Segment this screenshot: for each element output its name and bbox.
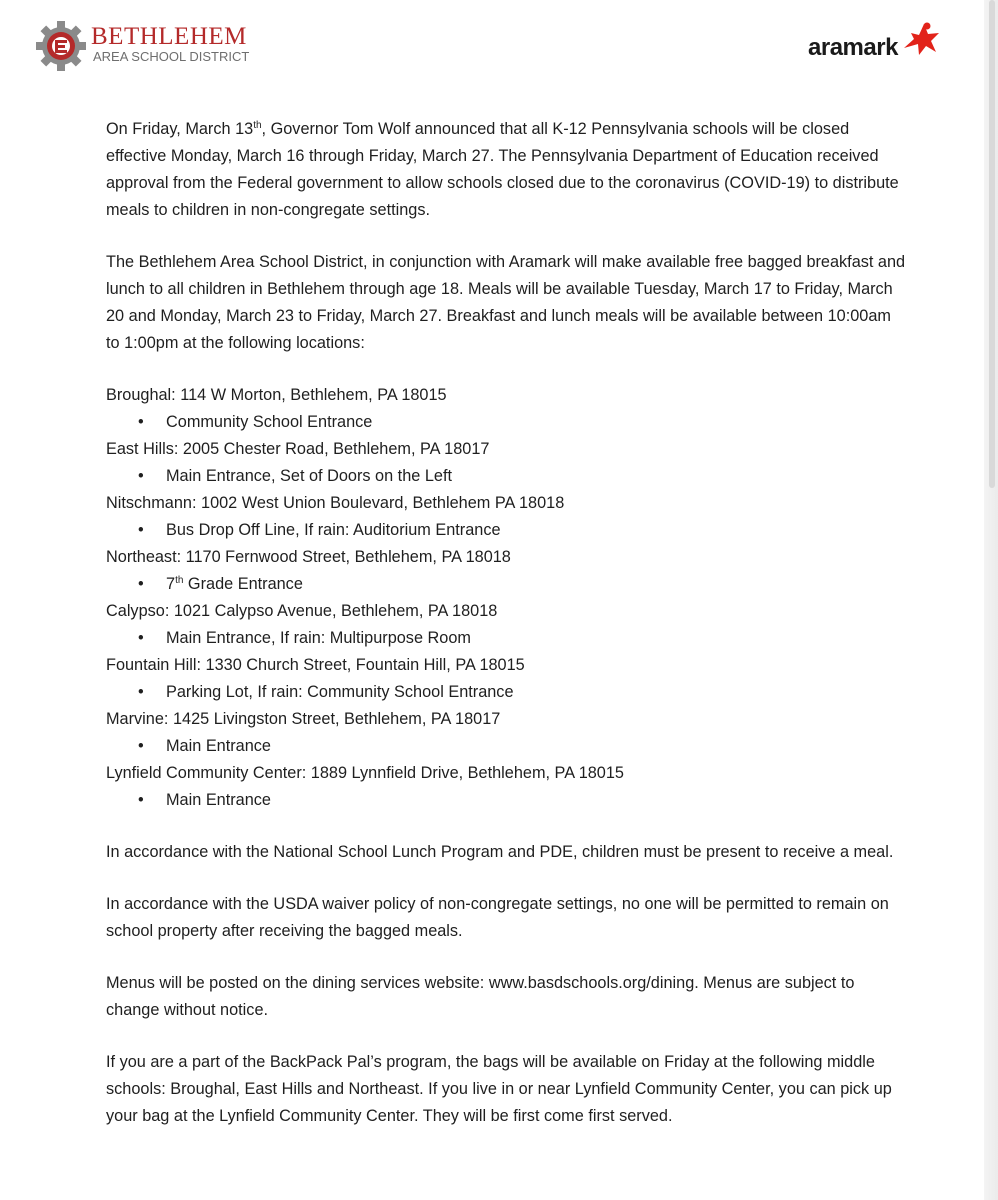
paragraph-menus: Menus will be posted on the dining services website: www.basdschools.org/dining. Menus are subject to change without notice. bbox=[106, 974, 855, 1019]
location-address: Fountain Hill: 1330 Church Street, Fountain Hill, PA 18015 bbox=[106, 656, 525, 674]
scrollbar-track[interactable] bbox=[984, 0, 998, 1200]
bullet-icon: • bbox=[138, 413, 144, 431]
notice-body bbox=[106, 116, 906, 1155]
gear-logo-icon bbox=[35, 20, 87, 72]
location-address: Marvine: 1425 Livingston Street, Bethlehem, PA 18017 bbox=[106, 710, 501, 728]
location-note: • 7th Grade Entrance bbox=[106, 571, 906, 598]
paragraph-closure bbox=[106, 116, 906, 224]
paragraph-meals: The Bethlehem Area School District, in conjunction with Aramark will make available free bagged breakfast and lunch to all children in Bethlehem through age 18. Meals will be available Tuesday, March 17 to Friday, March 20 and Monday, March 23 to Friday, March 27. Breakfast and lunch meals will be available between 10:00am to 1:00pm at the following locations: bbox=[106, 253, 906, 352]
location-address: Nitschmann: 1002 West Union Boulevard, Bethlehem PA 18018 bbox=[106, 494, 565, 512]
location-address: Lynfield Community Center: 1889 Lynnfield Drive, Bethlehem, PA 18015 bbox=[106, 764, 624, 782]
superscript-th: th bbox=[253, 120, 262, 131]
location-note: • Main Entrance bbox=[106, 733, 906, 760]
location-note: • Main Entrance, Set of Doors on the Left bbox=[106, 463, 906, 490]
bullet-icon: • bbox=[138, 629, 144, 647]
letterhead bbox=[0, 0, 998, 90]
aramark-logo bbox=[808, 30, 940, 66]
bullet-icon: • bbox=[138, 791, 144, 809]
location-list bbox=[106, 382, 906, 814]
district-logo bbox=[35, 20, 249, 72]
paragraph-backpack-pals: If you are a part of the BackPack Pal’s program, the bags will be available on Friday at the following middle schools: Broughal, East Hills and Northeast. If you live in or near Lynfield Community Center, you can pick up your bag at the Lynfield Community Center. They will be first come first served. bbox=[106, 1053, 892, 1125]
location-address: Northeast: 1170 Fernwood Street, Bethlehem, PA 18018 bbox=[106, 548, 511, 566]
bullet-icon: • bbox=[138, 683, 144, 701]
paragraph-usda-waiver: In accordance with the USDA waiver policy of non-congregate settings, no one will be permitted to remain on school property after receiving the bagged meals. bbox=[106, 895, 889, 940]
location-note: • Main Entrance bbox=[106, 787, 906, 814]
paragraph-closure-text-b: , Governor Tom Wolf announced that all K-12 Pennsylvania schools will be closed effective Monday, March 16 through Friday, March 27. The Pennsylvania Department of Education received approval from the Federal government to allow schools closed due to the coronavirus (COVID-19) to distribute meals to children in non-congregate settings. bbox=[106, 120, 899, 219]
district-name: BETHLEHEM bbox=[91, 23, 247, 50]
location-note: • Community School Entrance bbox=[106, 409, 906, 436]
paragraph-presence: In accordance with the National School Lunch Program and PDE, children must be present to receive a meal. bbox=[106, 843, 894, 861]
bullet-icon: • bbox=[138, 521, 144, 539]
bullet-icon: • bbox=[138, 575, 144, 593]
bullet-icon: • bbox=[138, 737, 144, 755]
bullet-icon: • bbox=[138, 467, 144, 485]
aramark-wordmark: aramark bbox=[808, 34, 898, 61]
location-note: • Bus Drop Off Line, If rain: Auditorium Entrance bbox=[106, 517, 906, 544]
aramark-star-figure-icon bbox=[894, 20, 940, 66]
paragraph-closure-text-a: On Friday, March 13 bbox=[106, 120, 254, 138]
location-note: • Main Entrance, If rain: Multipurpose Room bbox=[106, 625, 906, 652]
location-address: East Hills: 2005 Chester Road, Bethlehem, PA 18017 bbox=[106, 440, 490, 458]
location-address: Broughal: 114 W Morton, Bethlehem, PA 18015 bbox=[106, 386, 447, 404]
location-address: Calypso: 1021 Calypso Avenue, Bethlehem, PA 18018 bbox=[106, 602, 498, 620]
location-note: • Parking Lot, If rain: Community School Entrance bbox=[106, 679, 906, 706]
district-subtitle: AREA SCHOOL DISTRICT bbox=[93, 49, 250, 64]
